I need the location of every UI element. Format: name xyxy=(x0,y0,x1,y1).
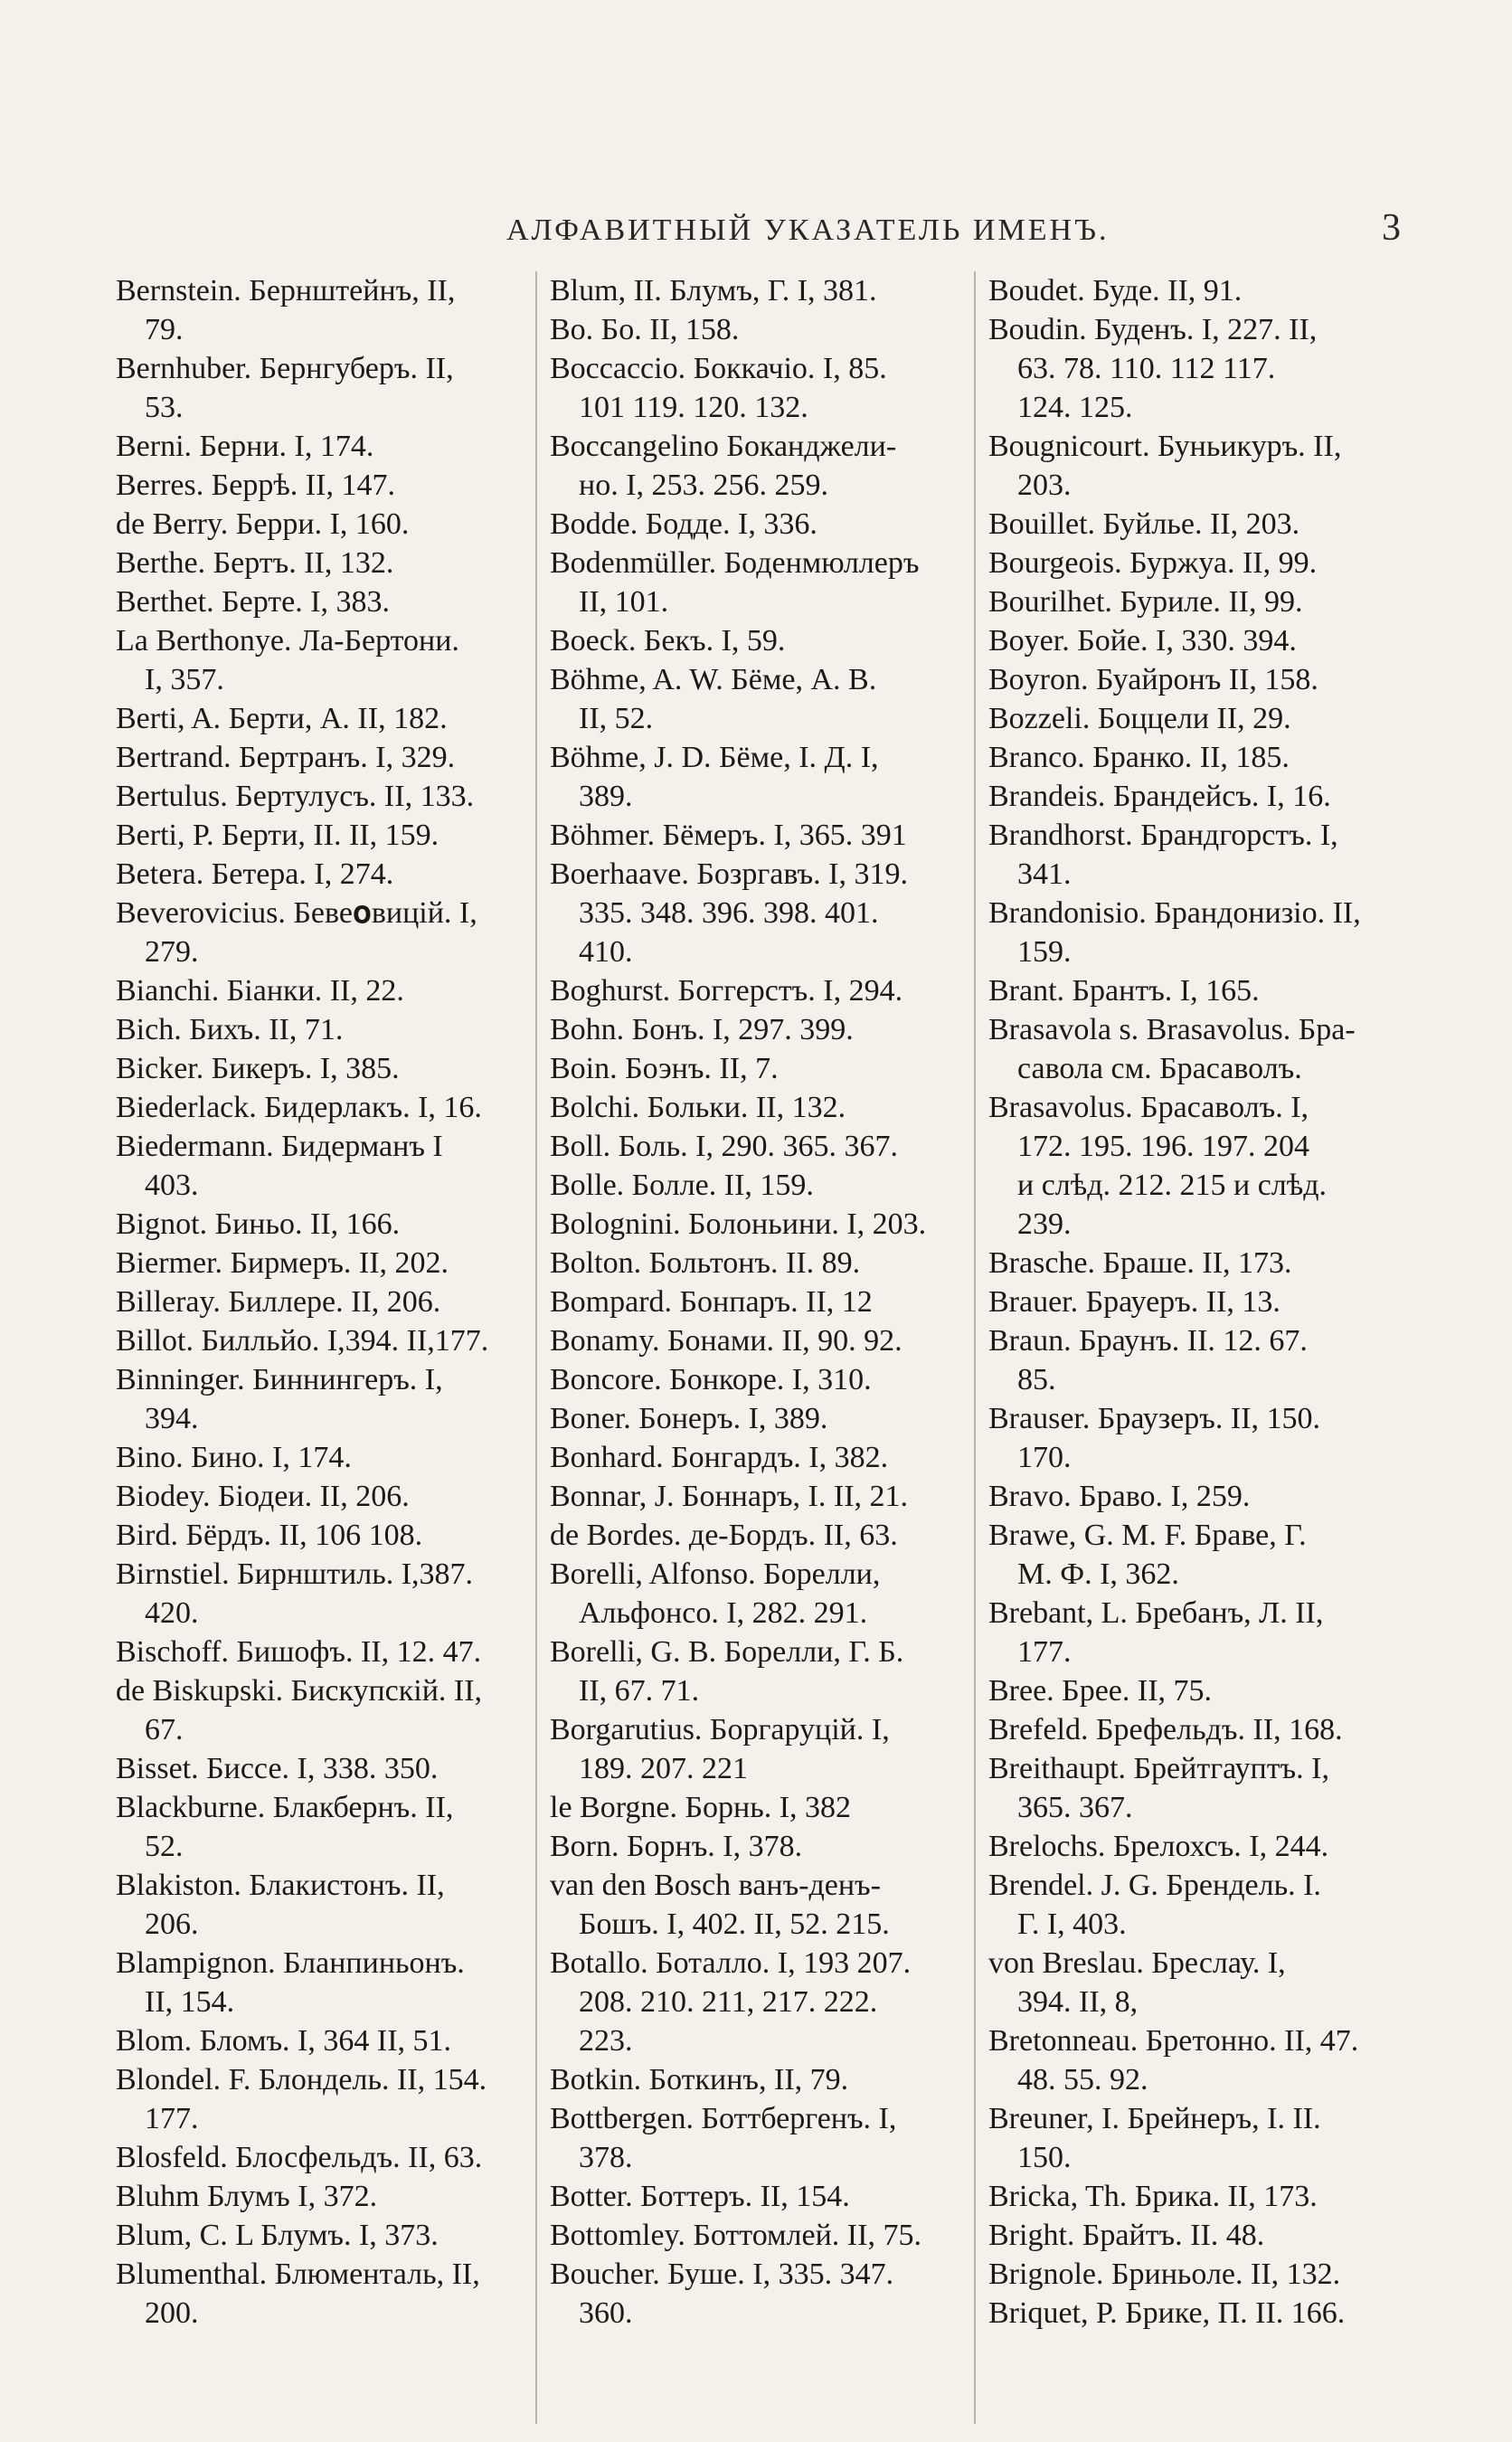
entry-heading-line: Briquet, P. Брике, П. II. 166. xyxy=(988,2296,1346,2330)
index-entry xyxy=(550,1399,968,1438)
index-entry xyxy=(116,1049,534,1088)
entry-heading-line: Böhme, A. W. Бёме, A. B. xyxy=(550,663,877,696)
index-entry xyxy=(988,2099,1414,2177)
index-entry xyxy=(550,1477,968,1516)
entry-heading-line: Boyer. Бойе. I, 330. 394. xyxy=(988,624,1297,658)
index-entry xyxy=(988,310,1414,427)
entry-heading-line: Blackburne. Блакбернъ. II, xyxy=(116,1791,454,1824)
entry-heading-line: von Breslau. Бреслау. I, xyxy=(988,1946,1286,1980)
entry-heading-line: Brawe, G. M. F. Браве, Г. xyxy=(988,1519,1307,1552)
index-entry xyxy=(116,2060,534,2138)
entry-heading-line: Brasche. Браше. II, 173. xyxy=(988,1246,1292,1280)
index-entry xyxy=(550,1944,968,2060)
index-entry xyxy=(988,1321,1414,1399)
entry-heading-line: Biederlack. Бидерлакъ. I, 16. xyxy=(116,1091,482,1124)
entry-heading-line: Bompard. Бонпаръ. II, 12 xyxy=(550,1285,873,1319)
entry-heading-line: Boeck. Бекъ. I, 59. xyxy=(550,624,786,658)
entry-continuation-line: Г. I, 403. xyxy=(1017,1907,1127,1941)
entry-continuation-line: 410. xyxy=(579,935,633,969)
entry-heading-line: Boucher. Буше. I, 335. 347. xyxy=(550,2257,894,2291)
index-entry xyxy=(116,1205,534,1244)
entry-heading-line: Bougnicourt. Буньикуръ. II, xyxy=(988,430,1342,463)
index-entry xyxy=(988,1827,1414,1866)
entry-heading-line: Boll. Боль. I, 290. 365. 367. xyxy=(550,1130,898,1163)
index-column-2 xyxy=(550,271,968,2428)
entry-heading-line: Boncore. Бонкоре. I, 310. xyxy=(550,1363,872,1396)
entry-continuation-line: но. I, 253. 256. 259. xyxy=(579,469,829,502)
entry-heading-line: Bricka, Th. Брика. II, 173. xyxy=(988,2180,1318,2213)
entry-heading-line: Bourgeois. Буржуа. II, 99. xyxy=(988,546,1318,580)
entry-heading-line: Betera. Бетера. I, 274. xyxy=(116,857,394,891)
index-entry xyxy=(116,738,534,777)
entry-heading-line: Bottbergen. Боттбергенъ. I, xyxy=(550,2102,897,2135)
entry-continuation-line: 394. xyxy=(145,1402,199,1435)
entry-heading-line: Borgarutius. Боргаруцій. I, xyxy=(550,1713,890,1746)
index-entry xyxy=(116,1360,534,1438)
entry-heading-line: Born. Борнъ. I, 378. xyxy=(550,1830,803,1863)
index-entry xyxy=(988,1710,1414,1749)
entry-heading-line: Breuner, I. Брейнеръ, I. II. xyxy=(988,2102,1321,2135)
index-entry xyxy=(988,582,1414,621)
index-entry xyxy=(988,1866,1414,1944)
index-entry xyxy=(550,1866,968,1944)
index-entry xyxy=(116,777,534,816)
entry-heading-line: le Borgne. Борнь. I, 382 xyxy=(550,1791,852,1824)
index-entry xyxy=(550,505,968,544)
index-entry xyxy=(550,310,968,349)
index-entry xyxy=(116,894,534,971)
entry-continuation-line: 177. xyxy=(1017,1635,1072,1669)
entry-heading-line: Borelli, Alfonso. Борелли, xyxy=(550,1557,881,1591)
index-entry xyxy=(116,971,534,1010)
entry-heading-line: Biodey. Біодеи. II, 206. xyxy=(116,1480,410,1513)
index-entry xyxy=(550,1710,968,1788)
entry-heading-line: Bonhard. Бонгардъ. I, 382. xyxy=(550,1441,889,1474)
index-entry xyxy=(988,1010,1414,1088)
entry-heading-line: Brelochs. Брелохсъ. I, 244. xyxy=(988,1830,1329,1863)
entry-heading-line: Breithaupt. Брейтгауптъ. I, xyxy=(988,1752,1329,1785)
entry-continuation-line: II, 67. 71. xyxy=(579,1674,700,1708)
index-column-3 xyxy=(988,271,1414,2428)
index-entry xyxy=(116,1866,534,1944)
entry-heading-line: Brasavola s. Brasavolus. Бра- xyxy=(988,1013,1356,1046)
entry-continuation-line: 170. xyxy=(1017,1441,1072,1474)
index-entry xyxy=(550,1166,968,1205)
entry-heading-line: Botkin. Боткинъ, II, 79. xyxy=(550,2063,849,2097)
index-entry xyxy=(988,894,1414,971)
entry-continuation-line: 239. xyxy=(1017,1207,1072,1241)
index-entry xyxy=(116,1555,534,1633)
index-entry xyxy=(988,271,1414,310)
entry-heading-line: Böhmer. Бёмеръ. I, 365. 391 xyxy=(550,819,907,852)
index-entry xyxy=(550,427,968,505)
entry-heading-line: Bolle. Болле. II, 159. xyxy=(550,1169,814,1202)
entry-continuation-line: 79. xyxy=(145,313,184,346)
entry-heading-line: Bozzeli. Боццели II, 29. xyxy=(988,702,1291,735)
entry-heading-line: Bolognini. Болоньини. I, 203. xyxy=(550,1207,927,1241)
entry-heading-line: Bluhm Блумъ I, 372. xyxy=(116,2180,378,2213)
entry-heading-line: Boin. Боэнъ. II, 7. xyxy=(550,1052,779,1085)
entry-heading-line: Brant. Брантъ. I, 165. xyxy=(988,974,1260,1008)
entry-continuation-line: II, 154. xyxy=(145,1985,235,2019)
entry-continuation-line: II, 52. xyxy=(579,702,654,735)
entry-heading-line: Boghurst. Боггерстъ. I, 294. xyxy=(550,974,903,1008)
entry-continuation-line: 200. xyxy=(145,2296,199,2330)
entry-heading-line: Berres. Беррѣ. II, 147. xyxy=(116,469,395,502)
entry-heading-line: La Berthonye. Ла-Бертони. xyxy=(116,624,459,658)
index-entry xyxy=(988,1399,1414,1477)
entry-continuation-line: 341. xyxy=(1017,857,1072,891)
entry-heading-line: Bree. Брее. II, 75. xyxy=(988,1674,1213,1708)
index-entry xyxy=(988,1516,1414,1594)
index-entry xyxy=(116,855,534,894)
index-entry xyxy=(988,738,1414,777)
index-entry xyxy=(116,271,534,349)
index-entry xyxy=(988,2294,1414,2333)
entry-continuation-line: 124. 125. xyxy=(1017,391,1133,424)
entry-heading-line: Bottomley. Боттомлей. II, 75. xyxy=(550,2219,921,2252)
index-entry xyxy=(116,1944,534,2021)
entry-heading-line: Bird. Бёрдъ. II, 106 108. xyxy=(116,1519,423,1552)
entry-continuation-line: 177. xyxy=(145,2102,199,2135)
index-entry xyxy=(116,1283,534,1321)
entry-continuation-line: 206. xyxy=(145,1907,199,1941)
entry-continuation-line: и слѣд. 212. 215 и слѣд. xyxy=(1017,1169,1328,1202)
entry-heading-line: Bravo. Браво. I, 259. xyxy=(988,1480,1251,1513)
entry-heading-line: Bretonneau. Бретонно. II, 47. xyxy=(988,2024,1359,2058)
entry-continuation-line: 208. 210. 211, 217. 222. xyxy=(579,1985,878,2019)
entry-heading-line: Boyron. Буайронъ II, 158. xyxy=(988,663,1318,696)
index-entry xyxy=(988,777,1414,816)
entry-heading-line: de Berry. Берри. I, 160. xyxy=(116,507,410,541)
index-entry xyxy=(116,1749,534,1788)
entry-heading-line: Birnstiel. Бирнштиль. I,387. xyxy=(116,1557,474,1591)
entry-heading-line: Brauser. Браузеръ. II, 150. xyxy=(988,1402,1320,1435)
index-entry xyxy=(116,466,534,505)
index-entry xyxy=(988,544,1414,582)
page-number: 3 xyxy=(1382,207,1401,249)
entry-heading-line: Boner. Бонеръ. I, 389. xyxy=(550,1402,828,1435)
index-entry xyxy=(988,971,1414,1010)
index-entry xyxy=(116,1671,534,1749)
index-entry xyxy=(116,427,534,466)
index-entry xyxy=(116,1127,534,1205)
index-entry xyxy=(550,2099,968,2177)
entry-continuation-line: 335. 348. 396. 398. 401. xyxy=(579,896,879,930)
entry-heading-line: Boerhaave. Бозргавъ. I, 319. xyxy=(550,857,908,891)
entry-heading-line: Bo. Бо. II, 158. xyxy=(550,313,740,346)
entry-heading-line: Bernstein. Бернштейнъ, II, xyxy=(116,274,456,308)
entry-continuation-line: 279. xyxy=(145,935,199,969)
entry-heading-line: Brauer. Брауеръ. II, 13. xyxy=(988,1285,1280,1319)
index-entry xyxy=(988,2216,1414,2255)
entry-heading-line: Binninger. Биннингеръ. I, xyxy=(116,1363,443,1396)
index-entry xyxy=(550,971,968,1010)
index-entry xyxy=(116,1788,534,1866)
index-entry xyxy=(550,855,968,971)
index-entry xyxy=(116,505,534,544)
index-entry xyxy=(550,1788,968,1827)
entry-continuation-line: II, 101. xyxy=(579,585,669,619)
entry-heading-line: Blampignon. Бланпиньонъ. xyxy=(116,1946,465,1980)
entry-heading-line: Brandhorst. Брандгорстъ. I, xyxy=(988,819,1338,852)
index-entry xyxy=(988,2255,1414,2294)
entry-heading-line: Brignole. Бриньоле. II, 132. xyxy=(988,2257,1341,2291)
entry-heading-line: Bertrand. Бертранъ. I, 329. xyxy=(116,741,456,774)
index-entry xyxy=(550,1283,968,1321)
page-header xyxy=(0,206,1512,260)
entry-heading-line: Bodde. Бодде. I, 336. xyxy=(550,507,817,541)
entry-heading-line: Bonamy. Бонами. II, 90. 92. xyxy=(550,1324,902,1358)
entry-heading-line: Brandeis. Брандейсъ. I, 16. xyxy=(988,780,1331,813)
entry-heading-line: Bolton. Больтонъ. II. 89. xyxy=(550,1246,861,1280)
index-columns xyxy=(116,271,1414,2428)
index-entry xyxy=(116,621,534,699)
index-entry xyxy=(988,1594,1414,1671)
index-entry xyxy=(116,2138,534,2177)
entry-continuation-line: 365. 367. xyxy=(1017,1791,1133,1824)
entry-continuation-line: 394. II, 8, xyxy=(1017,1985,1139,2019)
entry-heading-line: Blumenthal. Блюменталь, II, xyxy=(116,2257,480,2291)
entry-continuation-line: М. Ф. I, 362. xyxy=(1017,1557,1179,1591)
index-entry xyxy=(116,349,534,427)
index-entry xyxy=(988,2021,1414,2099)
index-entry xyxy=(550,621,968,660)
index-entry xyxy=(988,1671,1414,1710)
index-entry xyxy=(116,2177,534,2216)
entry-heading-line: Bich. Бихъ. II, 71. xyxy=(116,1013,344,1046)
index-entry xyxy=(988,816,1414,894)
entry-heading-line: Bicker. Бикеръ. I, 385. xyxy=(116,1052,400,1085)
entry-heading-line: Bohn. Бонъ. I, 297. 399. xyxy=(550,1013,854,1046)
index-entry xyxy=(988,505,1414,544)
index-entry xyxy=(116,1516,534,1555)
entry-heading-line: Bright. Брайтъ. II. 48. xyxy=(988,2219,1265,2252)
index-entry xyxy=(550,1049,968,1088)
index-entry xyxy=(116,2255,534,2333)
entry-continuation-line: 159. xyxy=(1017,935,1072,969)
entry-heading-line: Böhme, J. D. Бёме, I. Д. I, xyxy=(550,741,879,774)
index-entry xyxy=(550,349,968,427)
entry-continuation-line: 53. xyxy=(145,391,184,424)
entry-heading-line: Bino. Бино. I, 174. xyxy=(116,1441,352,1474)
entry-heading-line: Bianchi. Біанки. II, 22. xyxy=(116,974,404,1008)
index-entry xyxy=(988,1477,1414,1516)
entry-heading-line: Billeray. Биллере. II, 206. xyxy=(116,1285,441,1319)
index-entry xyxy=(988,2177,1414,2216)
index-entry xyxy=(550,1516,968,1555)
entry-heading-line: Botallo. Боталло. I, 193 207. xyxy=(550,1946,912,1980)
entry-heading-line: Borelli, G. B. Борелли, Г. Б. xyxy=(550,1635,904,1669)
index-entry xyxy=(116,816,534,855)
entry-heading-line: Berthet. Берте. I, 383. xyxy=(116,585,391,619)
index-entry xyxy=(116,699,534,738)
entry-continuation-line: 389. xyxy=(579,780,633,813)
entry-continuation-line: 378. xyxy=(579,2141,633,2174)
index-entry xyxy=(550,1438,968,1477)
index-entry xyxy=(550,544,968,621)
index-entry xyxy=(116,544,534,582)
entry-heading-line: Berthe. Бертъ. II, 132. xyxy=(116,546,394,580)
entry-heading-line: Botter. Боттеръ. II, 154. xyxy=(550,2180,850,2213)
entry-continuation-line: 203. xyxy=(1017,469,1072,502)
entry-heading-line: Boccangelino Боканджели- xyxy=(550,430,897,463)
index-entry xyxy=(550,1555,968,1633)
entry-heading-line: Blondel. F. Блондель. II, 154. xyxy=(116,2063,487,2097)
entry-continuation-line: Бошъ. I, 402. II, 52. 215. xyxy=(579,1907,890,1941)
index-entry xyxy=(116,1633,534,1671)
entry-continuation-line: 403. xyxy=(145,1169,199,1202)
index-entry xyxy=(116,1244,534,1283)
index-entry xyxy=(988,621,1414,660)
index-entry xyxy=(550,816,968,855)
index-entry xyxy=(988,699,1414,738)
entry-heading-line: Berni. Берни. I, 174. xyxy=(116,430,374,463)
entry-heading-line: Blom. Бломъ. I, 364 II, 51. xyxy=(116,2024,452,2058)
entry-heading-line: Bertulus. Бертулусъ. II, 133. xyxy=(116,780,475,813)
entry-heading-line: Bischoff. Бишофъ. II, 12. 47. xyxy=(116,1635,482,1669)
entry-continuation-line: I, 357. xyxy=(145,663,224,696)
entry-continuation-line: 85. xyxy=(1017,1363,1056,1396)
index-entry xyxy=(116,1438,534,1477)
running-title: АЛФАВИТНЫЙ УКАЗАТЕЛЬ ИМЕНЪ. xyxy=(506,213,1110,247)
entry-heading-line: Berti, P. Берти, II. II, 159. xyxy=(116,819,439,852)
entry-heading-line: Biedermann. Бидерманъ I xyxy=(116,1130,443,1163)
index-entry xyxy=(550,660,968,738)
entry-heading-line: Boccaccio. Боккачіо. I, 85. xyxy=(550,352,887,385)
entry-continuation-line: 150. xyxy=(1017,2141,1072,2174)
entry-heading-line: de Bordes. де-Бордъ. II, 63. xyxy=(550,1519,898,1552)
entry-heading-line: Berti, A. Берти, A. II, 182. xyxy=(116,702,448,735)
entry-continuation-line: савола см. Брасаволъ. xyxy=(1017,1052,1302,1085)
entry-continuation-line: 48. 55. 92. xyxy=(1017,2063,1148,2097)
entry-heading-line: Branco. Бранко. II, 185. xyxy=(988,741,1290,774)
entry-continuation-line: 52. xyxy=(145,1830,184,1863)
entry-heading-line: Bonnar, J. Боннаръ, I. II, 21. xyxy=(550,1480,909,1513)
index-entry xyxy=(550,1244,968,1283)
index-entry xyxy=(550,1088,968,1127)
entry-heading-line: Bolchi. Больки. II, 132. xyxy=(550,1091,846,1124)
entry-continuation-line: 223. xyxy=(579,2024,633,2058)
index-entry xyxy=(116,1010,534,1049)
entry-continuation-line: 63. 78. 110. 112 117. xyxy=(1017,352,1276,385)
entry-heading-line: Brefeld. Брефельдъ. II, 168. xyxy=(988,1713,1343,1746)
index-entry xyxy=(550,2255,968,2333)
index-column-1 xyxy=(116,271,534,2428)
index-entry xyxy=(116,2021,534,2060)
entry-heading-line: Brasavolus. Брасаволъ. I, xyxy=(988,1091,1309,1124)
entry-heading-line: Boudet. Буде. II, 91. xyxy=(988,274,1243,308)
entry-heading-line: Beverovicius. Беве𝐨вицій. I, xyxy=(116,896,477,930)
entry-heading-line: Braun. Браунъ. II. 12. 67. xyxy=(988,1324,1308,1358)
entry-heading-line: de Biskupski. Бискупскій. II, xyxy=(116,1674,483,1708)
entry-heading-line: Blakiston. Блакистонъ. II, xyxy=(116,1869,445,1902)
entry-heading-line: Brebant, L. Бребанъ, Л. II, xyxy=(988,1596,1324,1630)
index-entry xyxy=(988,1244,1414,1283)
index-entry xyxy=(988,1749,1414,1827)
entry-heading-line: Brandonisio. Брандонизіо. II, xyxy=(988,896,1361,930)
index-entry xyxy=(116,2216,534,2255)
entry-continuation-line: 101 119. 120. 132. xyxy=(579,391,808,424)
index-entry xyxy=(550,2216,968,2255)
entry-continuation-line: 172. 195. 196. 197. 204 xyxy=(1017,1130,1309,1163)
entry-heading-line: Bisset. Биссе. I, 338. 350. xyxy=(116,1752,439,1785)
index-entry xyxy=(116,582,534,621)
entry-heading-line: Billot. Билльйо. I,394. II,177. xyxy=(116,1324,489,1358)
entry-continuation-line: 189. 207. 221 xyxy=(579,1752,748,1785)
index-entry xyxy=(550,1205,968,1244)
entry-heading-line: Bignot. Биньо. II, 166. xyxy=(116,1207,401,1241)
entry-heading-line: Blosfeld. Блосфельдъ. II, 63. xyxy=(116,2141,483,2174)
index-entry xyxy=(988,1283,1414,1321)
entry-heading-line: Blum, C. L Блумъ. I, 373. xyxy=(116,2219,439,2252)
entry-heading-line: Bodenmüller. Боденмюллеръ xyxy=(550,546,920,580)
entry-heading-line: Biermer. Бирмеръ. II, 202. xyxy=(116,1246,449,1280)
entry-continuation-line: Альфонсо. I, 282. 291. xyxy=(579,1596,868,1630)
entry-heading-line: Bourilhet. Буриле. II, 99. xyxy=(988,585,1303,619)
index-entry xyxy=(550,1321,968,1360)
index-entry xyxy=(988,660,1414,699)
index-entry xyxy=(988,1944,1414,2021)
entry-heading-line: Boudin. Буденъ. I, 227. II, xyxy=(988,313,1318,346)
index-entry xyxy=(550,1127,968,1166)
entry-continuation-line: 67. xyxy=(145,1713,184,1746)
entry-heading-line: Bouillet. Буйлье. II, 203. xyxy=(988,507,1300,541)
index-entry xyxy=(550,738,968,816)
index-entry xyxy=(988,427,1414,505)
entry-heading-line: van den Bosch ванъ-денъ- xyxy=(550,1869,881,1902)
entry-heading-line: Blum, II. Блумъ, Г. I, 381. xyxy=(550,274,877,308)
index-entry xyxy=(550,1360,968,1399)
index-entry xyxy=(550,271,968,310)
index-entry xyxy=(550,1010,968,1049)
entry-continuation-line: 420. xyxy=(145,1596,199,1630)
entry-heading-line: Brendel. J. G. Брендель. I. xyxy=(988,1869,1321,1902)
index-entry xyxy=(988,1088,1414,1244)
index-entry xyxy=(116,1477,534,1516)
index-entry xyxy=(116,1088,534,1127)
index-entry xyxy=(550,1827,968,1866)
index-entry xyxy=(116,1321,534,1360)
index-entry xyxy=(550,2060,968,2099)
entry-continuation-line: 360. xyxy=(579,2296,633,2330)
index-entry xyxy=(550,2177,968,2216)
index-entry xyxy=(550,1633,968,1710)
entry-heading-line: Bernhuber. Бернгуберъ. II, xyxy=(116,352,454,385)
